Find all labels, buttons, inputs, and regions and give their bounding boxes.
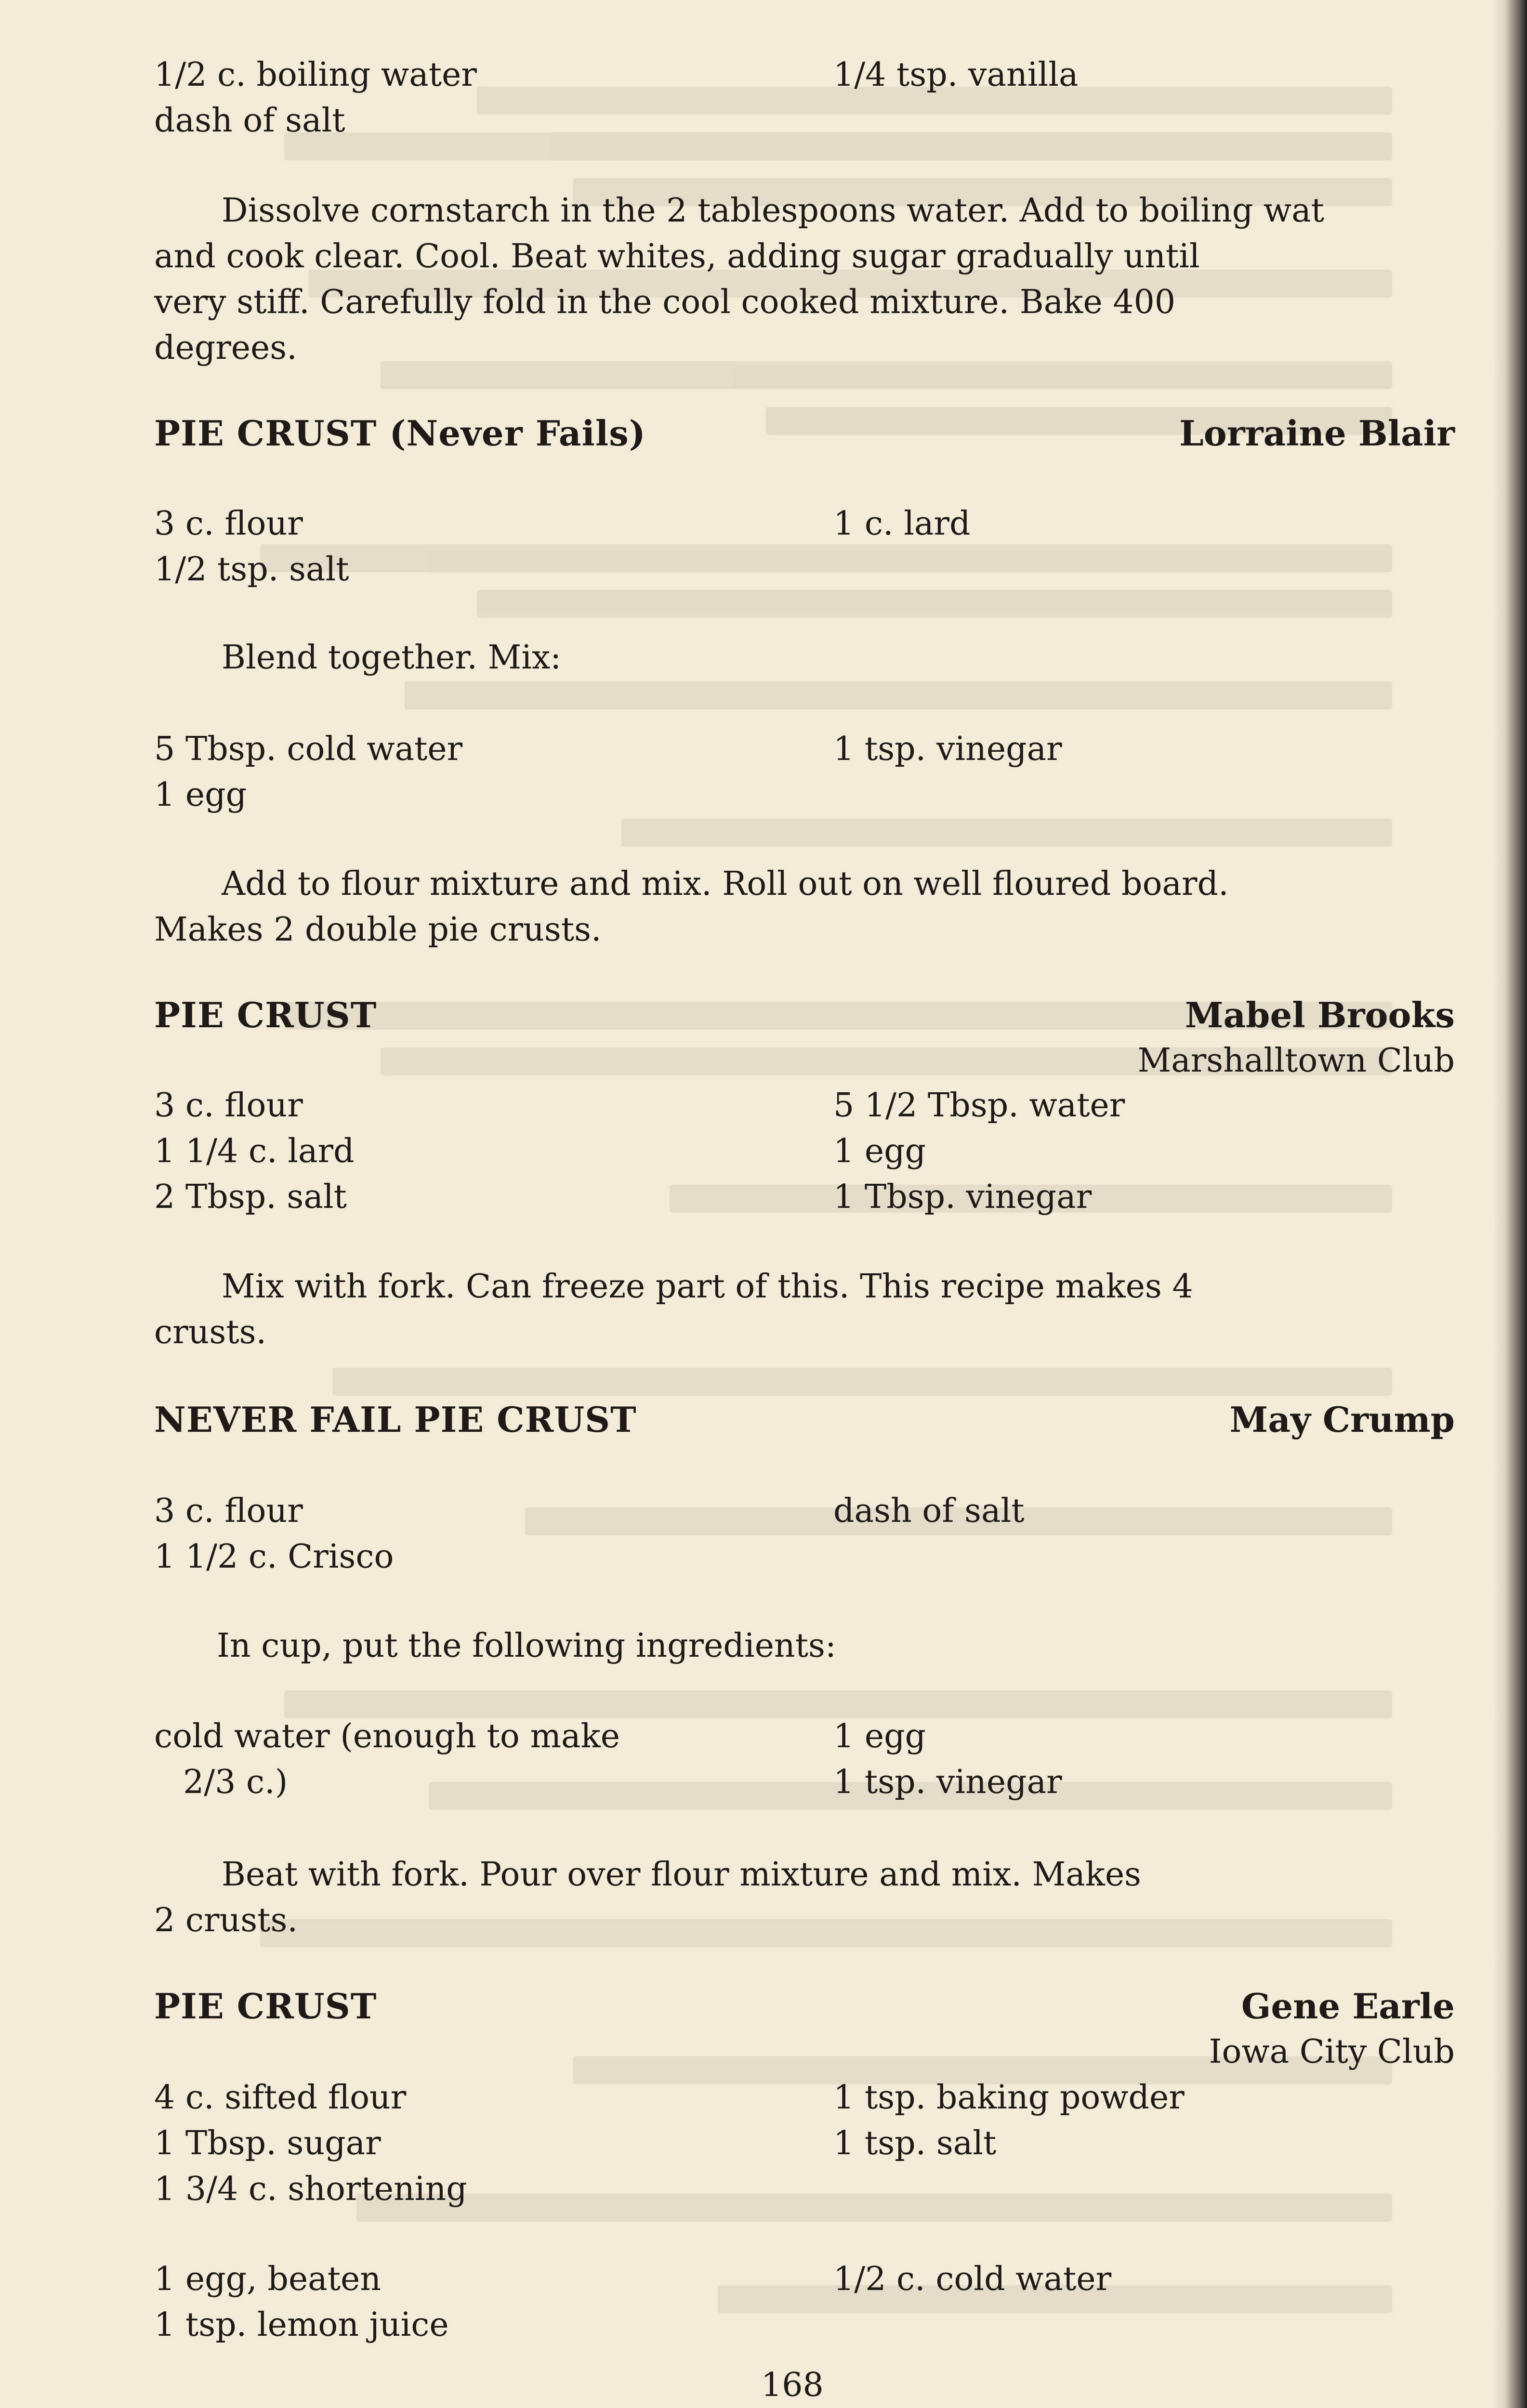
ingredient: dash of salt xyxy=(833,1492,1025,1530)
ingredient: 1/2 tsp. salt xyxy=(154,550,349,589)
ingredient: 1 egg, beaten xyxy=(154,2260,382,2298)
ingredient: cold water (enough to make xyxy=(154,1717,620,1755)
ingredient: dash of salt xyxy=(154,102,345,140)
directions-line: crusts. xyxy=(154,1313,267,1351)
ingredients xyxy=(154,1083,1455,1220)
ingredient: 1 egg xyxy=(833,1717,926,1755)
author-club: Iowa City Club xyxy=(1209,2033,1455,2071)
ingredient: 2/3 c.) xyxy=(183,1763,288,1801)
recipe-author xyxy=(1138,992,1455,1084)
ingredient: 1 egg xyxy=(833,1132,926,1170)
directions-line: very stiff. Carefully fold in the cool cooked mixture. Bake 400 xyxy=(154,283,1176,321)
ingredient: 1 tsp. salt xyxy=(833,2124,997,2162)
recipe-author xyxy=(1230,1397,1455,1442)
book-gutter-shadow xyxy=(1493,0,1527,2408)
author-name: Mabel Brooks xyxy=(1185,995,1455,1035)
ingredient: 3 c. flour xyxy=(154,1492,303,1530)
ingredient: 1/2 c. boiling water xyxy=(154,56,477,94)
directions-line: Makes 2 double pie crusts. xyxy=(154,911,602,949)
recipe-author xyxy=(1209,1983,1455,2075)
ingredient: 1 tsp. vinegar xyxy=(833,1763,1062,1801)
ingredient: 1/2 c. cold water xyxy=(833,2260,1112,2298)
directions xyxy=(154,861,1455,953)
ingredients xyxy=(154,501,1455,592)
directions-line: degrees. xyxy=(154,329,297,367)
directions-line: Blend together. Mix: xyxy=(222,639,562,677)
ingredient: 1 Tbsp. sugar xyxy=(154,2124,381,2162)
page-number: 168 xyxy=(761,2366,824,2404)
directions-line: 2 crusts. xyxy=(154,1901,298,1939)
recipe-title: PIE CRUST xyxy=(154,1986,377,2027)
ingredient: 1 c. lard xyxy=(833,505,971,543)
directions-line: and cook clear. Cool. Beat whites, adding sugar gradually until xyxy=(154,237,1200,275)
directions xyxy=(154,1623,1455,1669)
recipe-header xyxy=(154,410,1455,456)
author-club: Marshalltown Club xyxy=(1137,1042,1455,1080)
recipe-title: PIE CRUST xyxy=(154,995,377,1035)
ingredients xyxy=(154,2075,1455,2212)
recipe-header xyxy=(154,1397,1455,1442)
continued-ingredients xyxy=(154,52,1455,144)
author-name: Lorraine Blair xyxy=(1179,413,1455,454)
ingredient: 1/4 tsp. vanilla xyxy=(833,56,1079,94)
ingredient: 1 tsp. baking powder xyxy=(833,2079,1185,2117)
directions-line: Beat with fork. Pour over flour mixture and mix. Makes xyxy=(222,1856,1142,1894)
author-name: May Crump xyxy=(1229,1399,1455,1440)
ingredients xyxy=(154,1488,1455,1580)
ingredient: 1 tsp. vinegar xyxy=(833,730,1062,768)
ingredient: 5 Tbsp. cold water xyxy=(154,730,463,768)
ingredient: 3 c. flour xyxy=(154,1086,303,1125)
ingredient: 1 1/4 c. lard xyxy=(154,1132,355,1170)
recipe-title: NEVER FAIL PIE CRUST xyxy=(154,1399,637,1440)
ingredient: 1 1/2 c. Crisco xyxy=(154,1538,394,1576)
ingredient: 1 tsp. lemon juice xyxy=(154,2306,449,2344)
directions-line: Dissolve cornstarch in the 2 tablespoons water. Add to boiling wat xyxy=(222,192,1325,230)
recipe-title: PIE CRUST (Never Fails) xyxy=(154,413,646,454)
ingredients xyxy=(154,1714,1455,1805)
ingredient: 1 Tbsp. vinegar xyxy=(833,1178,1092,1216)
directions xyxy=(154,1264,1455,1355)
recipe-author xyxy=(1179,410,1455,456)
ingredient: 5 1/2 Tbsp. water xyxy=(833,1086,1125,1125)
ingredient: 3 c. flour xyxy=(154,505,303,543)
continued-directions xyxy=(154,188,1455,371)
cookbook-page xyxy=(154,0,1455,2408)
ingredients xyxy=(154,726,1455,818)
recipe-subtitle: (Never Fails) xyxy=(389,413,646,454)
recipe-header xyxy=(154,992,1455,1084)
directions xyxy=(154,1852,1455,1943)
directions-line: Mix with fork. Can freeze part of this. This recipe makes 4 xyxy=(222,1268,1193,1306)
ingredient: 4 c. sifted flour xyxy=(154,2079,407,2117)
recipe-header xyxy=(154,1983,1455,2075)
author-name: Gene Earle xyxy=(1241,1986,1455,2027)
ingredient: 1 egg xyxy=(154,776,247,814)
directions-line: In cup, put the following ingredients: xyxy=(217,1627,836,1665)
ingredient: 2 Tbsp. salt xyxy=(154,1178,347,1216)
ingredient: 1 3/4 c. shortening xyxy=(154,2170,467,2208)
ingredients xyxy=(154,2256,1455,2348)
directions xyxy=(154,635,1455,681)
directions-line: Add to flour mixture and mix. Roll out on well floured board. xyxy=(222,865,1229,903)
